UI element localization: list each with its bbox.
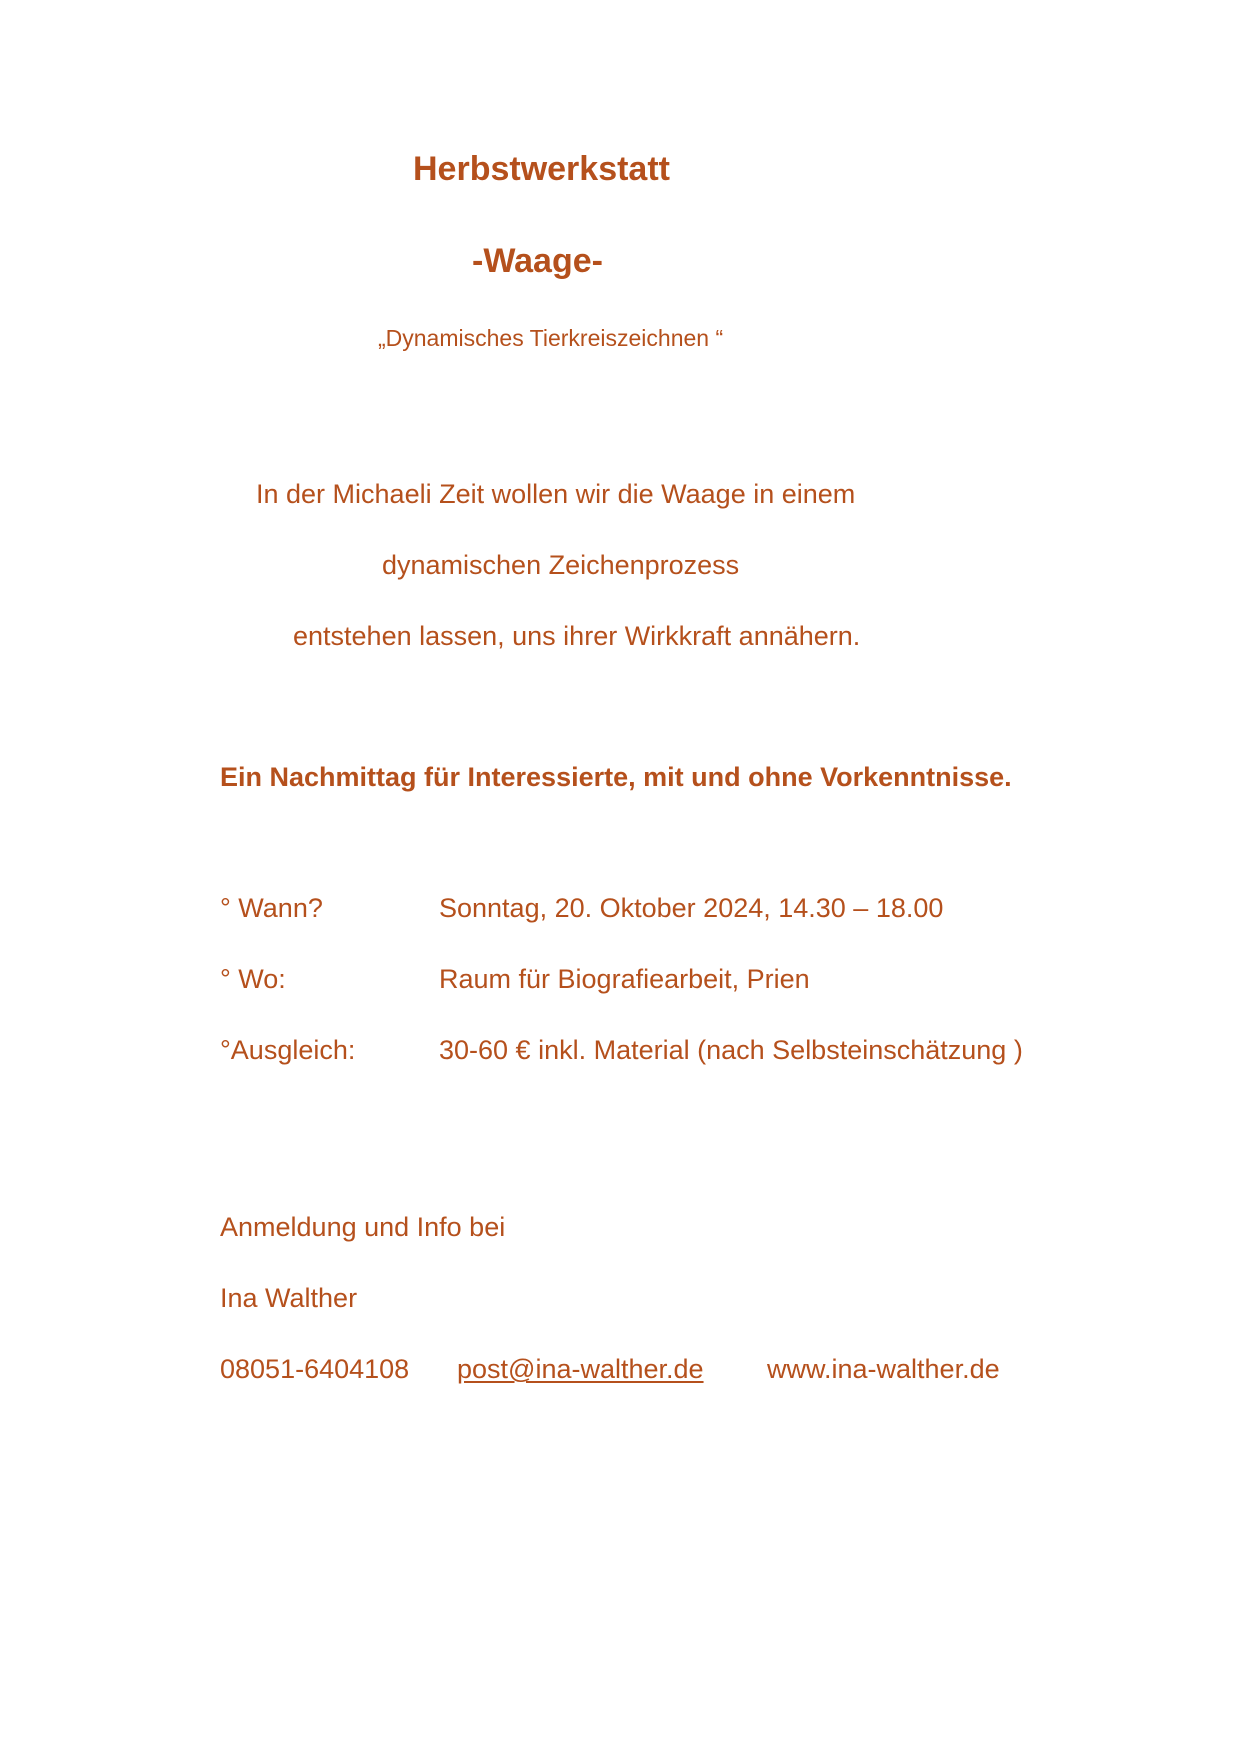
tagline: „Dynamisches Tierkreiszeichnen “ bbox=[378, 325, 724, 351]
detail-label-price: °Ausgleich: bbox=[220, 1035, 356, 1065]
detail-value-price: 30-60 € inkl. Material (nach Selbsteinschätzung ) bbox=[439, 1035, 1023, 1065]
contact-name: Ina Walther bbox=[220, 1283, 358, 1313]
page-subtitle: -Waage- bbox=[472, 242, 603, 280]
detail-label-when: ° Wann? bbox=[220, 893, 323, 923]
contact-phone: 08051-6404108 bbox=[220, 1354, 410, 1384]
intro-line-1: In der Michaeli Zeit wollen wir die Waage in einem bbox=[256, 479, 856, 509]
intro-line-2: dynamischen Zeichenprozess bbox=[382, 550, 740, 580]
contact-website: www.ina-walther.de bbox=[767, 1354, 1000, 1384]
detail-label-where: ° Wo: bbox=[220, 964, 286, 994]
intro-line-3: entstehen lassen, uns ihrer Wirkkraft annähern. bbox=[293, 621, 861, 651]
contact-intro: Anmeldung und Info bei bbox=[220, 1212, 506, 1242]
highlight-text: Ein Nachmittag für Interessierte, mit und ohne Vorkenntnisse. bbox=[220, 762, 1012, 792]
detail-value-where: Raum für Biografiearbeit, Prien bbox=[439, 964, 810, 994]
detail-value-when: Sonntag, 20. Oktober 2024, 14.30 – 18.00 bbox=[439, 893, 944, 923]
contact-email-link[interactable]: post@ina-walther.de bbox=[457, 1354, 704, 1384]
page-title: Herbstwerkstatt bbox=[413, 150, 670, 188]
